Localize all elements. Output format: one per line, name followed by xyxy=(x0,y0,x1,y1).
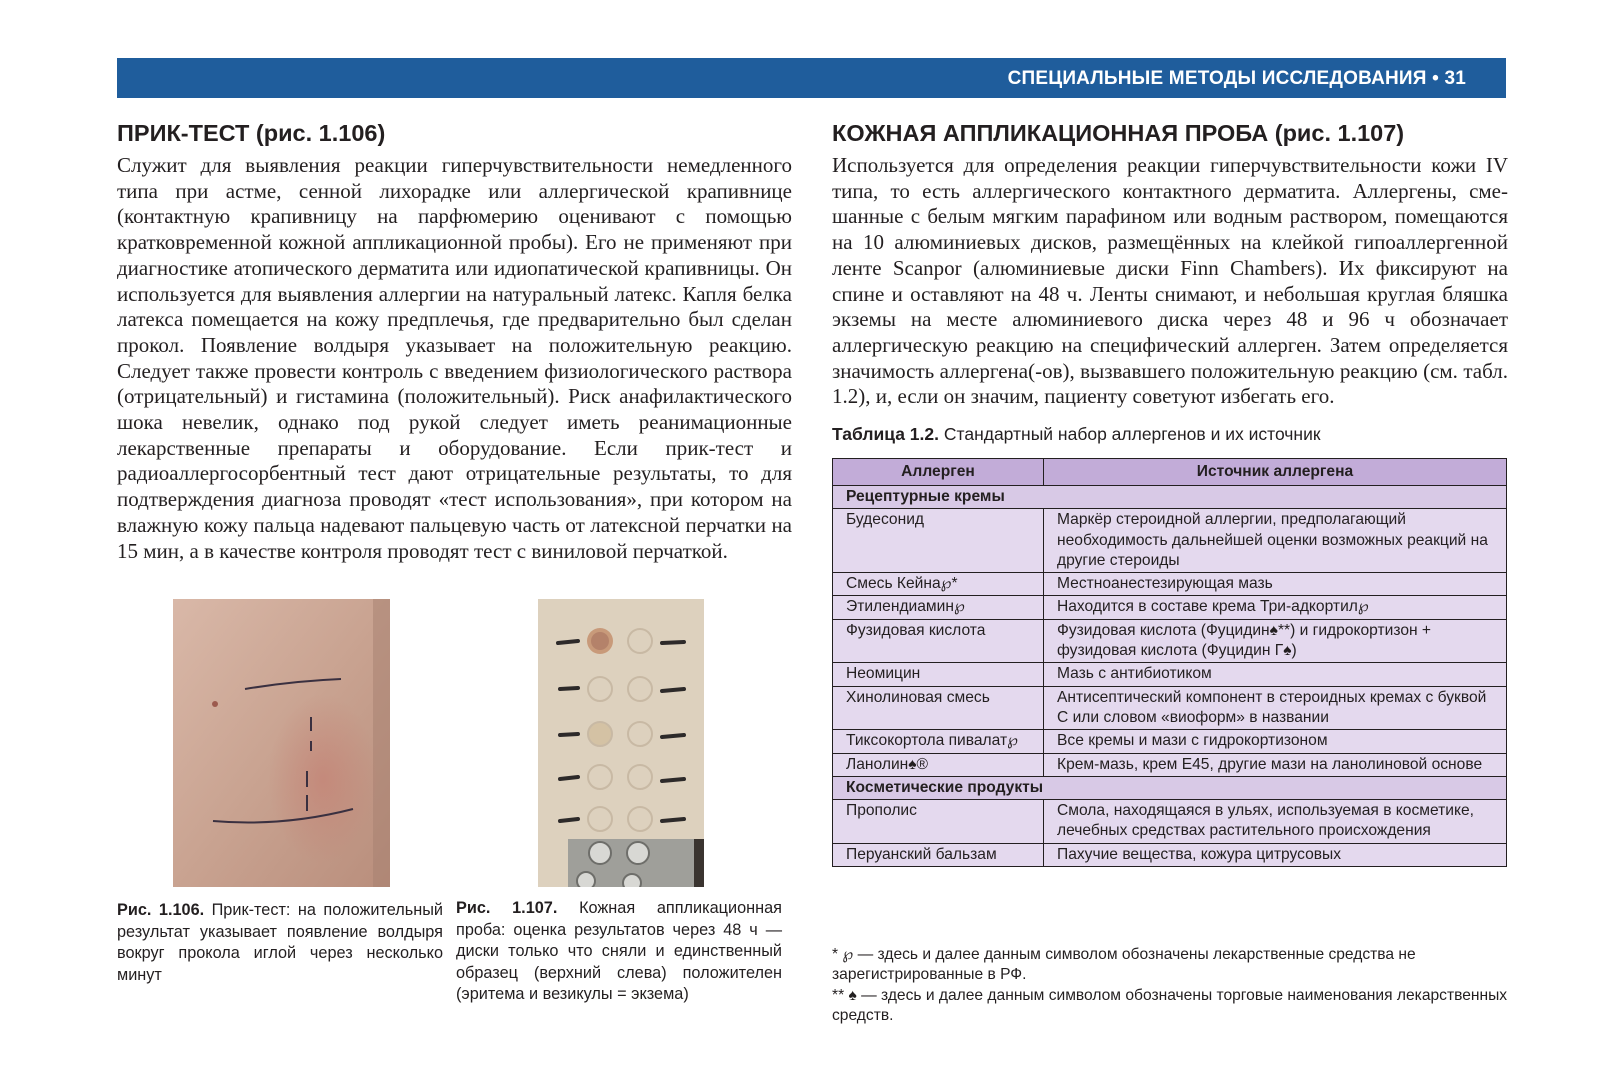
source-cell: Фузидовая кислота (Фуцидин♠**) и гидрокортизон + фузидовая кислота (Фуцидин Г♠) xyxy=(1044,619,1507,663)
source-cell: Крем-мазь, крем E45, другие мази на ланолиновой основе xyxy=(1044,753,1507,776)
table-caption xyxy=(832,424,1321,445)
table-row xyxy=(833,596,1507,619)
allergen-cell: Прополис xyxy=(833,800,1044,844)
figure-1-107-photo xyxy=(538,599,704,887)
table-header-row xyxy=(833,459,1507,486)
allergen-cell: Фузидовая кислота xyxy=(833,619,1044,663)
table-row xyxy=(833,686,1507,730)
figure-1-107-caption xyxy=(456,898,782,1006)
section-prescription-creams: Рецептурные кремы xyxy=(833,486,1507,509)
table-section-row xyxy=(833,776,1507,799)
figure-1-107-label: Рис. 1.107. xyxy=(456,899,558,917)
allergen-cell: Смесь Кейна℘* xyxy=(833,573,1044,596)
section-title-prick-test: ПРИК-ТЕСТ (рис. 1.106) xyxy=(117,120,386,146)
figure-1-106-photo xyxy=(173,599,390,887)
table-row xyxy=(833,619,1507,663)
running-header-text: СПЕЦИАЛЬНЫЕ МЕТОДЫ ИССЛЕДОВАНИЯ • 31 xyxy=(1007,68,1466,89)
figure-1-106-caption xyxy=(117,900,443,986)
footnote-trade-names: ** ♠ — здесь и далее данным символом обозначены торговые наименования лекарственных средств. xyxy=(832,986,1508,1025)
source-cell: Пахучие вещества, кожура цитрусовых xyxy=(1044,843,1507,866)
source-cell: Мазь с антибиотиком xyxy=(1044,663,1507,686)
source-cell: Смола, находящаяся в ульях, используемая в косметике, лечебных средствах растительного происхождения xyxy=(1044,800,1507,844)
source-cell: Маркёр стероидной аллергии, предполагающий необходимость дальнейшей оценки возможных реакций на другие стероиды xyxy=(1044,509,1507,573)
source-cell: Антисептический компонент в стероидных кремах с буквой С или словом «виоформ» в названии xyxy=(1044,686,1507,730)
figure-1-107-caption-text: Кожная аппликационная проба: оценка результатов через 48 ч — диски только что сняли и единственный образец (верхний слева) положителен (эритема и везикулы = экзема) xyxy=(456,899,782,1003)
table-row xyxy=(833,573,1507,596)
footnote-not-registered: * ℘ — здесь и далее данным символом обозначены лекарственные средства не зарегистрированные в РФ. xyxy=(832,946,1416,984)
patch-test-back-image xyxy=(538,599,704,887)
table-row xyxy=(833,800,1507,844)
footnotes xyxy=(832,945,1508,1027)
table-row xyxy=(833,843,1507,866)
allergen-cell: Неомицин xyxy=(833,663,1044,686)
source-cell: Все кремы и мази с гидрокортизоном xyxy=(1044,730,1507,753)
section-title-patch-test: КОЖНАЯ АППЛИКАЦИОННАЯ ПРОБА (рис. 1.107) xyxy=(832,120,1405,146)
table-row xyxy=(833,509,1507,573)
column-header-allergen: Аллерген xyxy=(833,459,1044,486)
allergen-table xyxy=(832,458,1507,867)
table-row xyxy=(833,663,1507,686)
column-header-source: Источник аллергена xyxy=(1044,459,1507,486)
source-cell: Находится в составе крема Три-адкортил℘ xyxy=(1044,596,1507,619)
forearm-skin-image xyxy=(173,599,390,887)
allergen-cell: Ланолин♠® xyxy=(833,753,1044,776)
figure-1-106-caption-text: Прик-тест: на положительный результат указывает появление волдыря вокруг прокола иглой через несколько минут xyxy=(117,901,443,984)
running-header-bar xyxy=(117,58,1506,98)
source-cell: Местноанестезирующая мазь xyxy=(1044,573,1507,596)
section-cosmetics: Косметические продукты xyxy=(833,776,1507,799)
table-label: Таблица 1.2. xyxy=(832,424,939,444)
allergen-cell: Этилендиамин℘ xyxy=(833,596,1044,619)
table-section-row xyxy=(833,486,1507,509)
allergen-cell: Перуанский бальзам xyxy=(833,843,1044,866)
table-row xyxy=(833,753,1507,776)
figure-1-106-label: Рис. 1.106. xyxy=(117,901,205,919)
table-title-text: Стандартный набор аллергенов и их источник xyxy=(943,424,1321,444)
prick-test-paragraph: Служит для выявления реакции гиперчувствительности немедленного типа при астме, сенной лихорадке или аллергической крапивнице (контактную крапивницу на парфюмерию оценивают с помощью кратковременной кожной аппликационной пробы). Его не применяют при диагностике атопического дерматита или идиопатической крапивницы. Он используется для выявления аллергии на натуральный латекс. Капля белка латекса помещается на кожу предплечья, где предварительно был сделан прокол. Появление волдыря указывает на положительную реакцию. Следует также провести контроль с введением физиологического раствора (отрицательный) и гистамина (положительный). Риск анафилактического шока невелик, однако под рукой следует иметь реанимационные лекарственные препараты и оборудование. Если прик-тест и радиоаллергосорбентный тест дают отрицательные результаты, то для подтверждения диагноза проводят «тест использования», при котором на влажную кожу пальца надевают пальцевую часть от латексной перчатки на 15 мин, а в качестве контроля проводят тест с виниловой перчаткой. xyxy=(117,153,792,563)
table-row xyxy=(833,730,1507,753)
patch-test-paragraph: Используется для определения реакции гиперчувствительности кожи IV типа, то есть аллергического контактного дерматита. Аллергены, смешанные с белым мягким парафином или водным раствором, помещаются на 10 алюминиевых дисков, размещённых на клейкой гипоаллергенной ленте Scanpor (алюминиевые диски Finn Chambers). Их фиксируют на спине и оставляют на 48 ч. Ленты снимают, и небольшая круглая бляшка экземы на месте алюминиевого диска через 48 и 96 ч обозначает аллергическую реакцию на специфический аллерген. Затем определяется значимость аллергена(-ов), вызвавшего положительную реакцию (см. табл. 1.2), и, если он значим, пациенту советуют избегать его. xyxy=(832,153,1508,409)
allergen-cell: Тиксокортола пивалат℘ xyxy=(833,730,1044,753)
allergen-cell: Будесонид xyxy=(833,509,1044,573)
allergen-cell: Хинолиновая смесь xyxy=(833,686,1044,730)
